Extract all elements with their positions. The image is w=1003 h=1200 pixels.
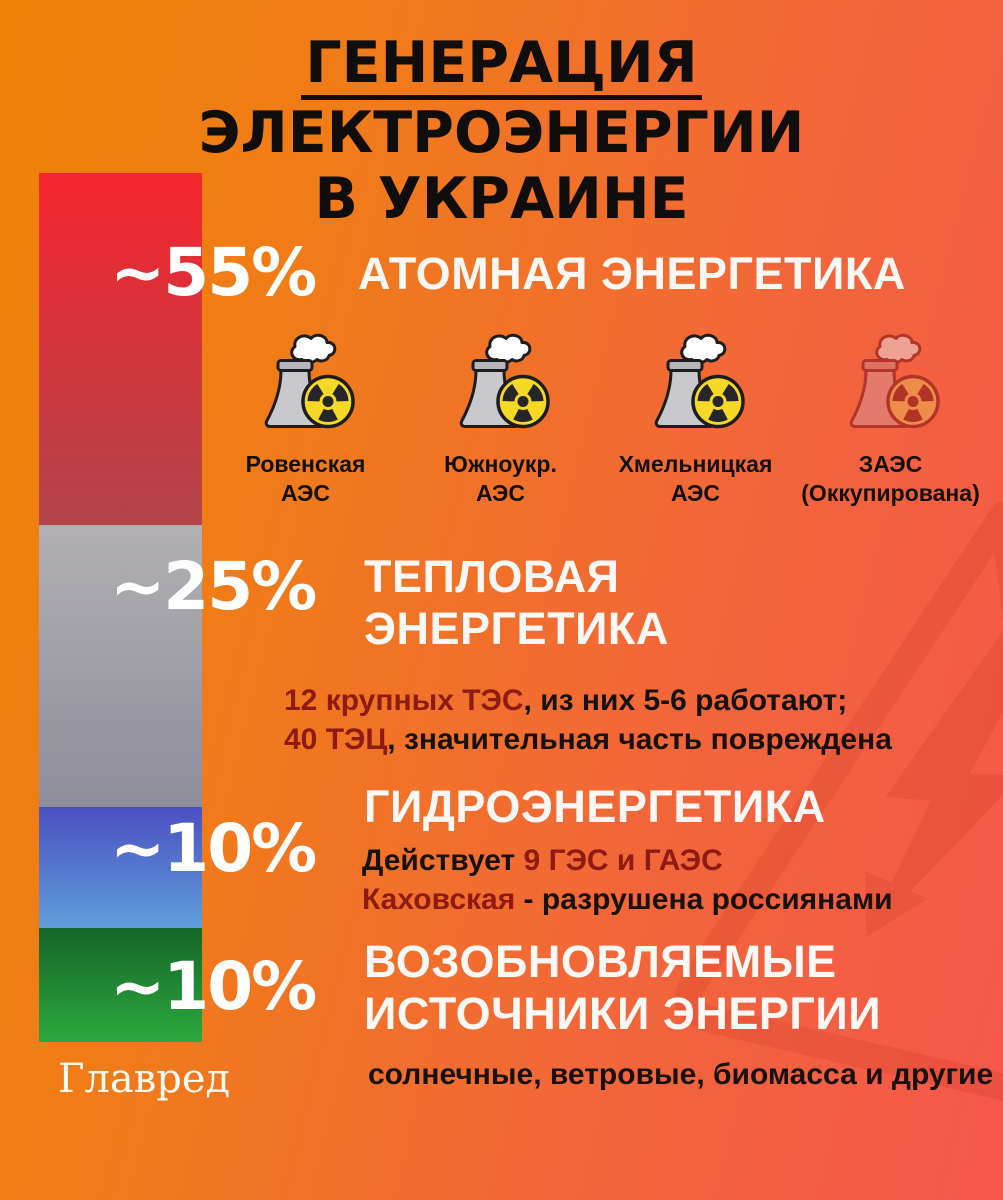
nuclear-plant-icon-occupied (831, 330, 951, 442)
plant-yuzhnoukrainsk (403, 330, 598, 508)
thermal-detail-line-2: 40 ТЭЦ, значительная часть повреждена (284, 723, 892, 756)
percent-label-hydro: ~10% (110, 810, 316, 887)
percent-label-thermal: ~25% (110, 548, 316, 625)
source-logo: Главред (58, 1056, 231, 1102)
percent-label-renewables: ~10% (110, 948, 316, 1025)
nuclear-plants-row (208, 330, 988, 508)
heading-thermal: ТЕПЛОВАЯ ЭНЕРГЕТИКА (364, 551, 669, 654)
plant-label: Ровенская АЭС (245, 451, 366, 506)
percent-label-nuclear: ~55% (110, 234, 316, 311)
plant-rovenska (208, 330, 403, 508)
heading-renewables: ВОЗОБНОВЛЯЕМЫЕ ИСТОЧНИКИ ЭНЕРГИИ (364, 936, 882, 1039)
plant-khmelnytska (598, 330, 793, 508)
thermal-detail (284, 681, 892, 759)
title-line-3: В УКРАИНЕ (314, 166, 689, 232)
hydro-detail (362, 841, 893, 919)
plant-label: Южноукр. АЭС (444, 451, 557, 506)
heading-hydro: ГИДРОЭНЕРГЕТИКА (364, 781, 826, 832)
renewables-detail: солнечные, ветровые, биомасса и другие (368, 1058, 994, 1091)
heading-nuclear: АТОМНАЯ ЭНЕРГЕТИКА (358, 248, 906, 299)
plant-zaes-occupied (793, 330, 988, 508)
plant-label: Хмельницкая АЭС (618, 451, 773, 506)
hydro-detail-line-2: Каховская - разрушена россиянами (362, 883, 893, 916)
title-line-2: ЭЛЕКТРОЭНЕРГИИ (198, 100, 805, 166)
plant-label: ЗАЭС (Оккупирована) (801, 451, 980, 506)
title-line-1: ГЕНЕРАЦИЯ (0, 30, 1003, 100)
nuclear-plant-icon (246, 330, 366, 442)
nuclear-plant-icon (441, 330, 561, 442)
nuclear-plant-icon (636, 330, 756, 442)
bar-segment-nuclear (39, 173, 202, 525)
thermal-detail-line-1: 12 крупных ТЭС, из них 5-6 работают; (284, 684, 848, 717)
hydro-detail-line-1: Действует 9 ГЭС и ГАЭС (362, 844, 723, 877)
